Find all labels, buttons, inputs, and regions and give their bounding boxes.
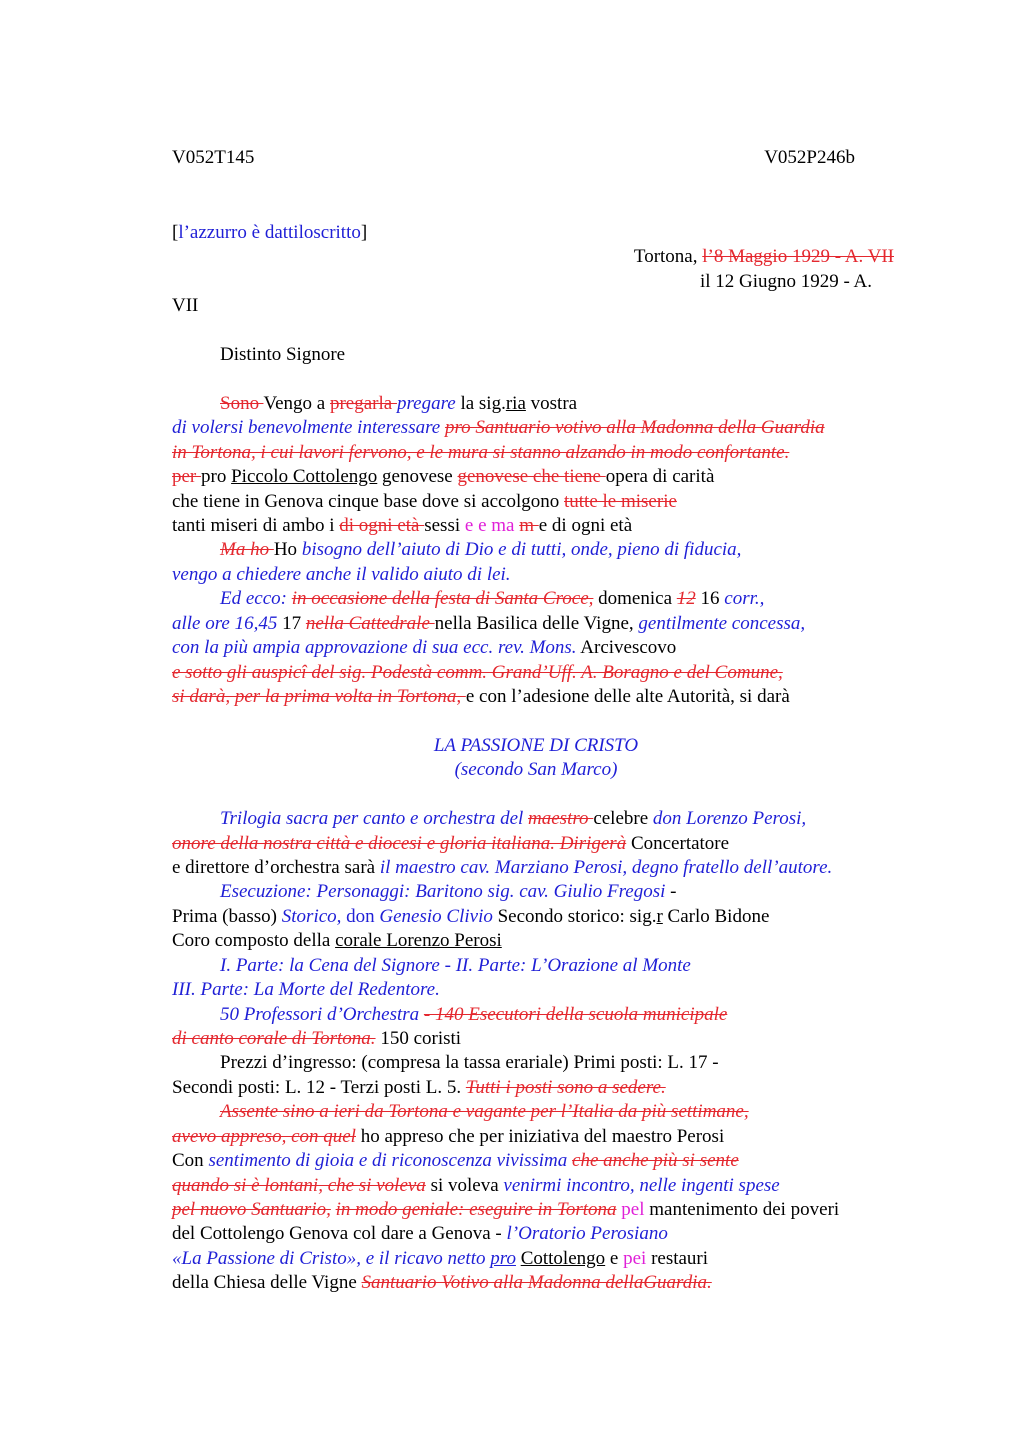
text-line: alle ore 16,45 17 nella Cattedrale nella Basilica delle Vigne, gentilmente concessa, xyxy=(172,613,806,634)
text-line: del Cottolengo Genova col dare a Genova - l’Oratorio Perosiano xyxy=(172,1223,668,1244)
text-line: onore della nostra città e diocesi e gloria italiana. Dirigerà Concertatore xyxy=(172,833,730,854)
dateline-struck: Tortona, l’8 Maggio 1929 - A. VII xyxy=(633,246,894,267)
transcription-note: [l’azzurro è dattiloscritto] xyxy=(172,222,368,243)
text-line: 50 Professori d’Orchestra - 140 Esecutori della scuola municipale xyxy=(220,1004,728,1025)
text-line: per pro Piccolo Cottolengo genovese genovese che tiene opera di carità xyxy=(172,466,715,487)
text-line: e sotto gli auspicî del sig. Podestà comm. Grand’Uff. A. Boragno e del Comune, xyxy=(172,662,783,683)
dateline-new: il 12 Giugno 1929 - A. xyxy=(699,271,872,292)
text-line: quando si è lontani, che si voleva si voleva venirmi incontro, nelle ingenti spese xyxy=(172,1175,780,1196)
text-line: «La Passione di Cristo», e il ricavo netto pro Cottolengo e pei restauri xyxy=(172,1248,709,1269)
work-title: LA PASSIONE DI CRISTO xyxy=(433,735,639,756)
text-line: con la più ampia approvazione di sua ecc. rev. Mons. Arcivescovo xyxy=(172,637,677,658)
text-line: tanti miseri di ambo i di ogni età sessi e e ma m e di ogni età xyxy=(172,515,633,536)
text-line: Assente sino a ieri da Tortona e vagante per l’Italia da più settimane, xyxy=(220,1101,749,1122)
archive-code-right: V052P246b xyxy=(764,147,855,168)
text-line: di canto corale di Tortona. 150 coristi xyxy=(172,1028,462,1049)
text-line: Coro composto della corale Lorenzo Perosi xyxy=(172,930,502,951)
text-line: Ma ho Ho bisogno dell’aiuto di Dio e di tutti, onde, pieno di fiducia, xyxy=(220,539,742,560)
text-line: e direttore d’orchestra sarà il maestro cav. Marziano Perosi, degno fratello dell’autore. xyxy=(172,857,833,878)
text-line: in Tortona, i cui lavori fervono, e le mura si stanno alzando in modo confortante. xyxy=(172,442,790,463)
text-line: vengo a chiedere anche il valido aiuto di lei. xyxy=(172,564,511,585)
text-line: Prezzi d’ingresso: (compresa la tassa erariale) Primi posti: L. 17 - xyxy=(220,1052,719,1073)
text-line: avevo appreso, con quel ho appreso che per iniziativa del maestro Perosi xyxy=(172,1126,725,1147)
salutation: Distinto Signore xyxy=(220,344,346,365)
text-line: pel nuovo Santuario, in modo geniale: eseguire in Tortona pel mantenimento dei poveri xyxy=(172,1199,840,1220)
text-line: Ed ecco: in occasione della festa di Santa Croce, domenica 12 16 corr., xyxy=(220,588,765,609)
text-line: si darà, per la prima volta in Tortona, e con l’adesione delle alte Autorità, si darà xyxy=(172,686,790,707)
text-line: Con sentimento di gioia e di riconoscenza vivissima che anche più si sente xyxy=(172,1150,739,1171)
text-line: di volersi benevolmente interessare pro Santuario votivo alla Madonna della Guardia xyxy=(172,417,825,438)
text-line: Esecuzione: Personaggi: Baritono sig. cav. Giulio Fregosi - xyxy=(220,881,677,902)
work-subtitle: (secondo San Marco) xyxy=(454,759,618,780)
text-line: Prima (basso) Storico, don Genesio Clivio Secondo storico: sig.r Carlo Bidone xyxy=(172,906,770,927)
text-line: I. Parte: la Cena del Signore - II. Parte: L’Orazione al Monte xyxy=(220,955,691,976)
text-line: della Chiesa delle Vigne Santuario Votivo alla Madonna dellaGuardia. xyxy=(172,1272,712,1293)
text-line: Secondi posti: L. 12 - Terzi posti L. 5. Tutti i posti sono a sedere. xyxy=(172,1077,666,1098)
dateline-era: VII xyxy=(172,295,199,316)
text-line: Trilogia sacra per canto e orchestra del maestro celebre don Lorenzo Perosi, xyxy=(220,808,807,829)
text-line: III. Parte: La Morte del Redentore. xyxy=(172,979,440,1000)
text-line: Sono Vengo a pregarla pregare la sig.ria vostra xyxy=(220,393,578,414)
text-line: che tiene in Genova cinque base dove si accolgono tutte le miserie xyxy=(172,491,677,512)
archive-code-left: V052T145 xyxy=(172,147,255,168)
